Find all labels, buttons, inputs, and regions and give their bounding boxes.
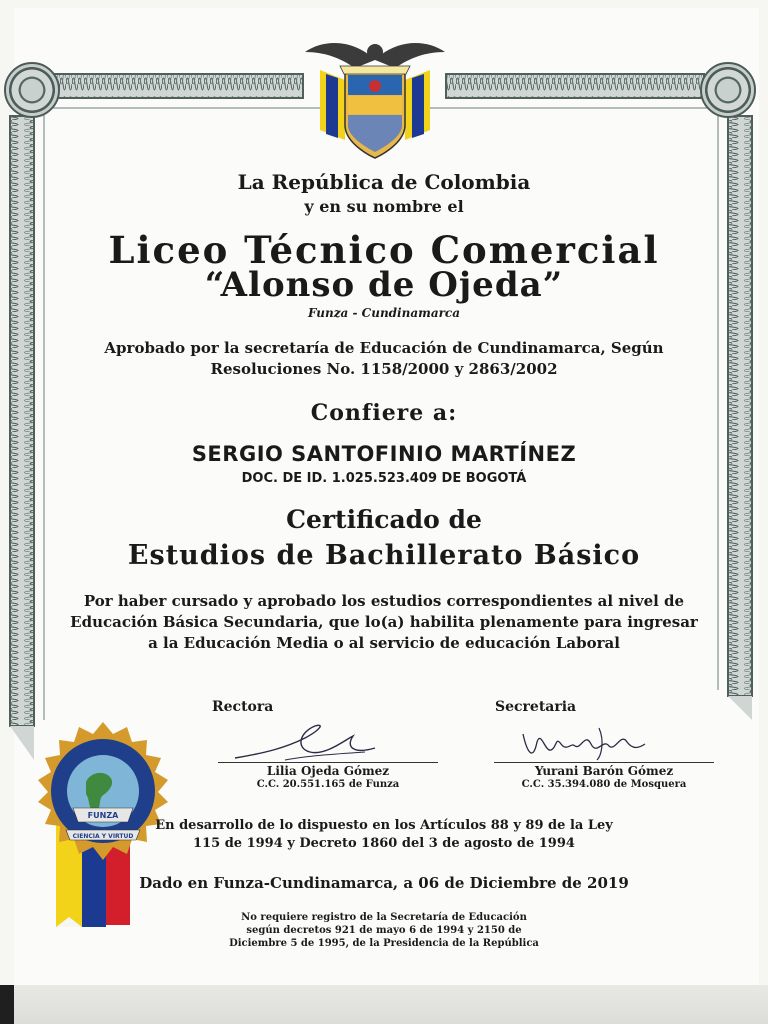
- certificate-title-line2: Estudios de Bachillerato Básico: [127, 540, 641, 571]
- republic-subheading: y en su nombre el: [304, 197, 464, 216]
- seal-banner-bottom: CIENCIA Y VIRTUD: [72, 833, 134, 840]
- scan-bottom-edge: [0, 985, 768, 1024]
- signature-right-id: C.C. 35.394.080 de Mosquera: [521, 779, 687, 790]
- coat-of-arms-icon: [300, 30, 450, 165]
- recipient-document: DOC. DE ID. 1.025.523.409 DE BOGOTÁ: [241, 471, 527, 486]
- signature-right-name: Yurani Barón Gómez: [534, 764, 674, 778]
- institution-name-line2: “Alonso de Ojeda”: [204, 265, 564, 305]
- footer-note-line3: Diciembre 5 de 1995, de la Presidencia de la República: [229, 938, 539, 949]
- signature-left-role: Rectora: [212, 699, 274, 715]
- confers-heading: Confiere a:: [310, 400, 458, 426]
- certificate-body-line2: Educación Básica Secundaria, que lo(a) habilita plenamente para ingresar: [70, 613, 698, 631]
- signature-right-role: Secretaria: [495, 699, 577, 715]
- corner-rosette-left: [4, 62, 60, 118]
- institution-location: Funza - Cundinamarca: [307, 306, 460, 320]
- legal-line2: 115 de 1994 y Decreto 1860 del 3 de agosto de 1994: [193, 836, 575, 851]
- signature-right-line: [494, 762, 714, 763]
- institution-name-line1: Liceo Técnico Comercial: [108, 228, 660, 272]
- corner-rosette-right: [700, 62, 756, 118]
- issue-date-line: Dado en Funza-Cundinamarca, a 06 de Diciembre de 2019: [139, 874, 629, 892]
- signature-right-mark: [515, 722, 665, 767]
- recipient-name: SERGIO SANTOFINIO MARTÍNEZ: [191, 442, 577, 466]
- footer-note-line1: No requiere registro de la Secretaría de Educación: [241, 912, 527, 923]
- seal-banner-top: FUNZA: [87, 811, 119, 820]
- republic-heading: La República de Colombia: [237, 170, 531, 194]
- signature-left-name: Lilia Ojeda Gómez: [266, 764, 390, 778]
- signature-left-line: [218, 762, 438, 763]
- legal-line1: En desarrollo de lo dispuesto en los Artículos 88 y 89 de la Ley: [155, 818, 613, 833]
- signature-left-id: C.C. 20.551.165 de Funza: [256, 779, 400, 790]
- footer-note-line2: según decretos 921 de mayo 6 de 1994 y 2150 de: [246, 925, 522, 936]
- certificate-body-line1: Por haber cursado y aprobado los estudios correspondientes al nivel de: [83, 592, 685, 610]
- approval-line2: Resoluciones No. 1158/2000 y 2863/2002: [210, 360, 558, 378]
- certificate-title-line1: Certificado de: [286, 505, 482, 534]
- approval-line1: Aprobado por la secretaría de Educación de Cundinamarca, Según: [104, 339, 664, 357]
- signature-left-mark: [225, 718, 385, 768]
- certificate-body-line3: a la Educación Media o al servicio de educación Laboral: [148, 634, 620, 652]
